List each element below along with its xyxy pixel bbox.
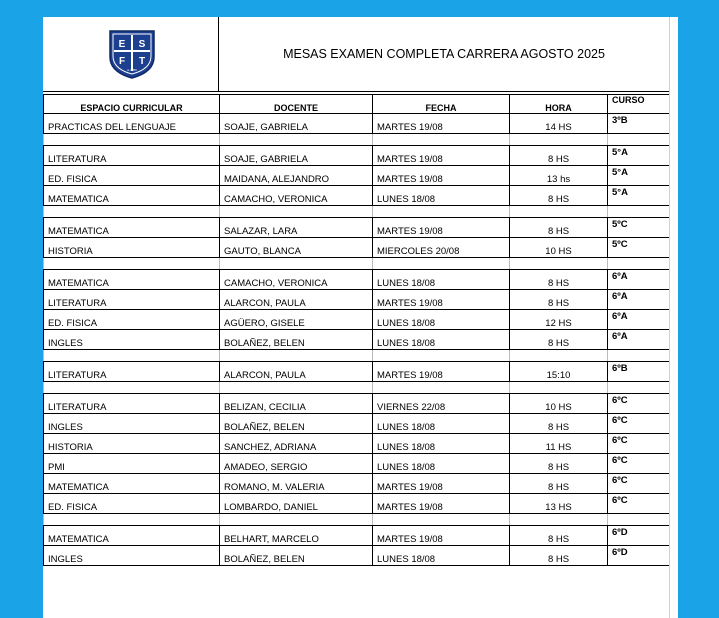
table-header-row	[44, 95, 670, 114]
spacer-row	[44, 206, 670, 218]
cell-hora: 15:10	[510, 362, 608, 382]
spacer-cell	[220, 134, 373, 146]
cell-espacio: ED. FISICA	[44, 494, 220, 514]
spacer-cell	[373, 258, 510, 270]
logo-letter: T	[138, 56, 146, 67]
cell-hora: 8 HS	[510, 146, 608, 166]
cell-docente: GAUTO, BLANCA	[220, 238, 373, 258]
cell-espacio: INGLES	[44, 546, 220, 566]
cell-hora: 10 HS	[510, 394, 608, 414]
cell-espacio: LITERATURA	[44, 290, 220, 310]
cell-fecha: LUNES 18/08	[373, 330, 510, 350]
spacer-cell	[510, 514, 608, 526]
spacer-cell	[220, 206, 373, 218]
cell-docente: SOAJE, GABRIELA	[220, 114, 373, 134]
spacer-row	[44, 514, 670, 526]
spacer-cell	[608, 258, 670, 270]
spacer-cell	[220, 258, 373, 270]
cell-hora: 13 HS	[510, 494, 608, 514]
spacer-cell	[220, 514, 373, 526]
spacer-cell	[44, 134, 220, 146]
spacer-row	[44, 258, 670, 270]
spacer-cell	[220, 382, 373, 394]
spacer-cell	[44, 382, 220, 394]
cell-hora: 8 HS	[510, 270, 608, 290]
spacer-cell	[220, 350, 373, 362]
table-row	[44, 454, 670, 474]
cell-espacio: PMI	[44, 454, 220, 474]
cell-curso: 6ºA	[608, 270, 670, 290]
cell-hora: 10 HS	[510, 238, 608, 258]
column-header-curso: CURSO	[608, 95, 670, 114]
spacer-cell	[44, 350, 220, 362]
cell-fecha: VIERNES 22/08	[373, 394, 510, 414]
column-header-fecha: FECHA	[373, 95, 510, 114]
cell-curso: 6ºC	[608, 454, 670, 474]
cell-docente: BELIZAN, CECILIA	[220, 394, 373, 414]
column-header-hora: HORA	[510, 95, 608, 114]
cell-docente: BOLAÑEZ, BELEN	[220, 546, 373, 566]
cell-docente: ALARCON, PAULA	[220, 362, 373, 382]
spacer-cell	[608, 206, 670, 218]
table-row	[44, 414, 670, 434]
spacer-cell	[510, 134, 608, 146]
title-cell	[219, 17, 669, 92]
cell-fecha: MARTES 19/08	[373, 146, 510, 166]
cell-fecha: MARTES 19/08	[373, 166, 510, 186]
cell-fecha: MIERCOLES 20/08	[373, 238, 510, 258]
table-row	[44, 166, 670, 186]
spacer-cell	[510, 206, 608, 218]
cell-espacio: MATEMATICA	[44, 526, 220, 546]
spacer-cell	[608, 514, 670, 526]
cell-espacio: LITERATURA	[44, 146, 220, 166]
cell-hora: 8 HS	[510, 546, 608, 566]
cell-curso: 6ºA	[608, 330, 670, 350]
cell-espacio: LITERATURA	[44, 362, 220, 382]
cell-docente: BELHART, MARCELO	[220, 526, 373, 546]
cell-curso: 6ºC	[608, 434, 670, 454]
spacer-row	[44, 134, 670, 146]
cell-espacio: MATEMATICA	[44, 270, 220, 290]
cell-fecha: MARTES 19/08	[373, 218, 510, 238]
cell-curso: 5°A	[608, 186, 670, 206]
cell-curso: 6ºC	[608, 494, 670, 514]
cell-docente: AGÜERO, GISELE	[220, 310, 373, 330]
table-row	[44, 270, 670, 290]
logo-caption: A-1389	[127, 68, 137, 72]
spacer-cell	[510, 350, 608, 362]
sheet-edge	[669, 17, 678, 618]
cell-fecha: LUNES 18/08	[373, 310, 510, 330]
spacer-cell	[44, 514, 220, 526]
cell-curso: 6ºA	[608, 310, 670, 330]
cell-fecha: MARTES 19/08	[373, 494, 510, 514]
cell-docente: LOMBARDO, DANIEL	[220, 494, 373, 514]
table-body	[44, 114, 670, 566]
cell-hora: 8 HS	[510, 414, 608, 434]
cell-fecha: MARTES 19/08	[373, 290, 510, 310]
cell-fecha: LUNES 18/08	[373, 270, 510, 290]
school-shield-logo	[107, 27, 157, 79]
cell-fecha: MARTES 19/08	[373, 474, 510, 494]
exam-table	[43, 94, 669, 566]
spacer-cell	[44, 258, 220, 270]
logo-letter: F	[118, 56, 126, 67]
cell-curso: 6ºC	[608, 414, 670, 434]
cell-docente: SANCHEZ, ADRIANA	[220, 434, 373, 454]
spacer-cell	[373, 134, 510, 146]
column-header-espacio: ESPACIO CURRICULAR	[44, 95, 220, 114]
cell-docente: ALARCON, PAULA	[220, 290, 373, 310]
cell-hora: 8 HS	[510, 290, 608, 310]
cell-fecha: LUNES 18/08	[373, 186, 510, 206]
table-row	[44, 474, 670, 494]
cell-curso: 6ºD	[608, 526, 670, 546]
spacer-cell	[373, 382, 510, 394]
table-row	[44, 330, 670, 350]
table-row	[44, 218, 670, 238]
cell-espacio: ED. FISICA	[44, 166, 220, 186]
logo-letter: E	[118, 39, 126, 50]
table-row	[44, 526, 670, 546]
cell-docente: MAIDANA, ALEJANDRO	[220, 166, 373, 186]
logo-letter: S	[138, 39, 146, 50]
logo-cell	[43, 17, 219, 92]
cell-curso: 5°A	[608, 146, 670, 166]
table-row	[44, 434, 670, 454]
table-row	[44, 186, 670, 206]
cell-curso: 6ºD	[608, 546, 670, 566]
table-row	[44, 310, 670, 330]
table-row	[44, 114, 670, 134]
table-row	[44, 238, 670, 258]
cell-espacio: MATEMATICA	[44, 186, 220, 206]
cell-fecha: LUNES 18/08	[373, 546, 510, 566]
cell-fecha: LUNES 18/08	[373, 434, 510, 454]
spacer-cell	[510, 382, 608, 394]
table-row	[44, 362, 670, 382]
cell-curso: 6ºC	[608, 394, 670, 414]
cell-hora: 8 HS	[510, 454, 608, 474]
cell-curso: 5ºC	[608, 218, 670, 238]
cell-hora: 8 HS	[510, 526, 608, 546]
spacer-cell	[608, 350, 670, 362]
cell-curso: 3ºB	[608, 114, 670, 134]
spacer-cell	[373, 206, 510, 218]
table-row	[44, 394, 670, 414]
cell-espacio: ED. FISICA	[44, 310, 220, 330]
cell-docente: SALAZAR, LARA	[220, 218, 373, 238]
cell-hora: 8 HS	[510, 474, 608, 494]
cell-curso: 6ºC	[608, 474, 670, 494]
cell-curso: 6ºB	[608, 362, 670, 382]
cell-curso: 5ºC	[608, 238, 670, 258]
spacer-row	[44, 382, 670, 394]
spacer-cell	[608, 134, 670, 146]
spacer-cell	[608, 382, 670, 394]
cell-espacio: INGLES	[44, 330, 220, 350]
cell-hora: 8 HS	[510, 330, 608, 350]
cell-curso: 5°A	[608, 166, 670, 186]
table-row	[44, 146, 670, 166]
cell-docente: CAMACHO, VERONICA	[220, 186, 373, 206]
table-row	[44, 494, 670, 514]
cell-espacio: MATEMATICA	[44, 218, 220, 238]
cell-espacio: LITERATURA	[44, 394, 220, 414]
cell-docente: BOLAÑEZ, BELEN	[220, 330, 373, 350]
column-header-docente: DOCENTE	[220, 95, 373, 114]
cell-hora: 12 HS	[510, 310, 608, 330]
spacer-cell	[373, 514, 510, 526]
cell-hora: 8 HS	[510, 186, 608, 206]
cell-docente: SOAJE, GABRIELA	[220, 146, 373, 166]
spacer-cell	[373, 350, 510, 362]
cell-espacio: HISTORIA	[44, 434, 220, 454]
cell-fecha: LUNES 18/08	[373, 454, 510, 474]
exam-schedule-sheet	[43, 17, 669, 618]
spacer-cell	[510, 258, 608, 270]
cell-docente: BOLAÑEZ, BELEN	[220, 414, 373, 434]
cell-docente: CAMACHO, VERONICA	[220, 270, 373, 290]
cell-hora: 11 HS	[510, 434, 608, 454]
cell-fecha: LUNES 18/08	[373, 414, 510, 434]
cell-fecha: MARTES 19/08	[373, 114, 510, 134]
table-row	[44, 546, 670, 566]
table-row	[44, 290, 670, 310]
cell-fecha: MARTES 19/08	[373, 362, 510, 382]
spacer-row	[44, 350, 670, 362]
cell-hora: 14 HS	[510, 114, 608, 134]
cell-hora: 8 HS	[510, 218, 608, 238]
cell-docente: AMADEO, SERGIO	[220, 454, 373, 474]
cell-fecha: MARTES 19/08	[373, 526, 510, 546]
cell-espacio: HISTORIA	[44, 238, 220, 258]
cell-espacio: PRACTICAS DEL LENGUAJE	[44, 114, 220, 134]
cell-docente: ROMANO, M. VALERIA	[220, 474, 373, 494]
spacer-cell	[44, 206, 220, 218]
cell-hora: 13 hs	[510, 166, 608, 186]
cell-curso: 6ºA	[608, 290, 670, 310]
page-title: MESAS EXAMEN COMPLETA CARRERA AGOSTO 2025	[283, 47, 605, 61]
cell-espacio: MATEMATICA	[44, 474, 220, 494]
cell-espacio: INGLES	[44, 414, 220, 434]
